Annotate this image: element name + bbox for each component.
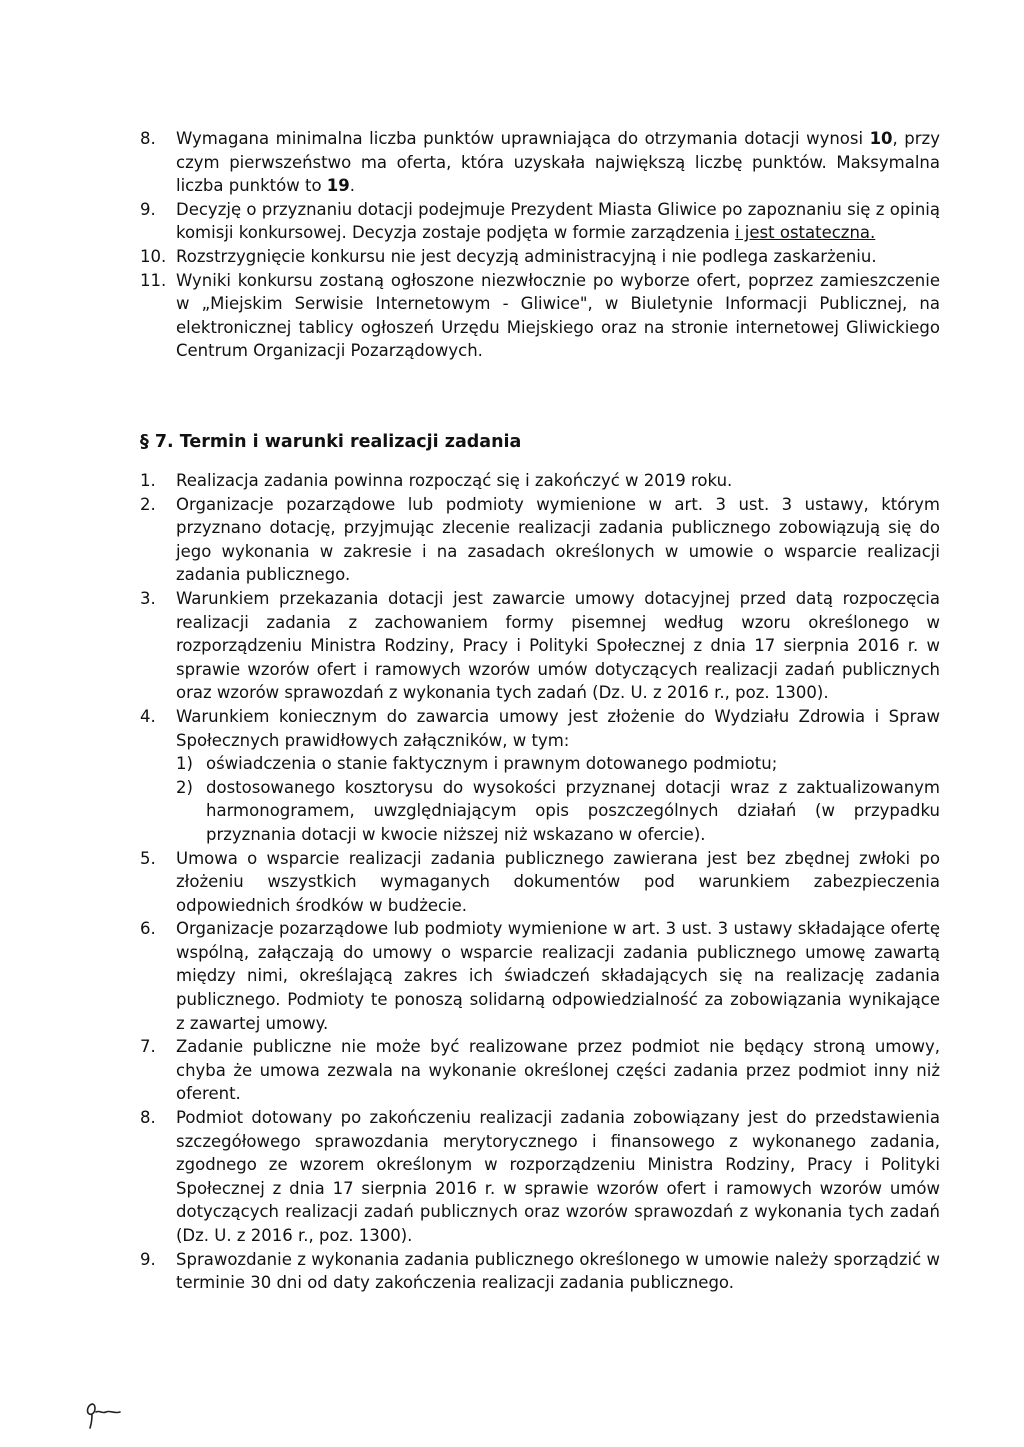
item-number: 5. <box>140 848 156 868</box>
list-item <box>140 1035 940 1106</box>
sub-item-number: 1) <box>176 754 193 774</box>
sub-item-text: oświadczenia o stanie faktycznym i prawnym dotowanego podmiotu; <box>206 754 778 774</box>
sub-list-item <box>140 776 940 847</box>
section-7-list <box>140 469 940 1295</box>
item-number: 7. <box>140 1037 156 1057</box>
item-number: 9. <box>140 199 156 219</box>
item-number: 4. <box>140 706 156 726</box>
item-text: Organizacje pozarządowe lub podmioty wymienione w art. 3 ust. 3 ustawy składające ofertę wspólną, załączają do umowy o wsparcie realizacji zadania publicznego umowę zawartą między nimi, określającą zakres ich świadczeń składających się na realizację zadania publicznego. Podmioty te ponoszą solidarną odpowiedzialność za zobowiązania wynikające z zawartej umowy. <box>176 919 940 1033</box>
list-item <box>140 847 940 918</box>
item-number: 1. <box>140 471 156 490</box>
list-item <box>140 1248 940 1295</box>
item-text: Decyzję o przyznaniu dotacji podejmuje Prezydent Miasta Gliwice po zapoznaniu się z opinią komisji konkursowej. Decyzja zostaje podjęta w formie zarządzenia i jest ostateczna. <box>176 199 940 243</box>
item-text: Sprawozdanie z wykonania zadania publicznego określonego w umowie należy sporządzić w terminie 30 dni od daty zakończenia realizacji zadania publicznego. <box>176 1249 940 1293</box>
list-item <box>140 1106 940 1248</box>
sub-item-text: dostosowanego kosztorysu do wysokości przyznanej dotacji wraz z zaktualizowanym harmonogramem, uwzględniającym opis poszczególnych działań (w przypadku przyznania dotacji w kwocie niższej niż wskazano w ofercie). <box>206 777 940 844</box>
sub-item-number: 2) <box>176 777 193 797</box>
list-item <box>140 705 940 752</box>
item-number: 8. <box>140 1108 156 1128</box>
sub-list-item <box>140 752 940 776</box>
item-number: 9. <box>140 1249 156 1269</box>
item-text: Organizacje pozarządowe lub podmioty wymienione w art. 3 ust. 3 ustawy, którym przyznano dotację, przyjmując zlecenie realizacji zadania publicznego zobowiązują się do jego wykonania w zakresie i na zasadach określonych w umowie o wsparcie realizacji zadania publicznego. <box>176 494 940 585</box>
section-6-list <box>140 127 940 363</box>
item-number: 10. <box>140 246 167 266</box>
item-text: Rozstrzygnięcie konkursu nie jest decyzją administracyjną i nie podlega zaskarżeniu. <box>176 246 877 266</box>
list-item <box>140 469 940 493</box>
item-text: Realizacja zadania powinna rozpocząć się i zakończyć w 2019 roku. <box>176 471 733 490</box>
list-item <box>140 493 940 587</box>
item-text: Wymagana minimalna liczba punktów uprawniająca do otrzymania dotacji wynosi 10, przy czym pierwszeństwo ma oferta, która uzyskała największą liczbę punktów. Maksymalna liczba punktów to 19. <box>176 129 940 196</box>
item-text: Wyniki konkursu zostaną ogłoszone niezwłocznie po wyborze ofert, poprzez zamieszczenie w „Miejskim Serwisie Internetowym - Gliwice", w Biuletynie Informacji Publicznej, na elektronicznej tablicy ogłoszeń Urzędu Miejskiego oraz na stronie internetowej Gliwickiego Centrum Organizacji Pozarządowych. <box>176 270 940 361</box>
list-item <box>140 917 940 1035</box>
list-item <box>140 198 940 245</box>
item-text: Warunkiem koniecznym do zawarcia umowy jest złożenie do Wydziału Zdrowia i Spraw Społecznych prawidłowych załączników, w tym: <box>176 706 940 750</box>
section-heading: § 7. Termin i warunki realizacji zadania <box>140 432 522 452</box>
item-number: 6. <box>140 919 156 939</box>
item-text: Umowa o wsparcie realizacji zadania publicznego zawierana jest bez zbędnej zwłoki po złożeniu wszystkich wymaganych dokumentów pod warunkiem zabezpieczenia odpowiednich środków w budżecie. <box>176 848 940 915</box>
item-number: 8. <box>140 129 156 148</box>
item-text: Warunkiem przekazania dotacji jest zawarcie umowy dotacyjnej przed datą rozpoczęcia realizacji zadania z zachowaniem formy pisemnej według wzoru określonego w rozporządzeniu Ministra Rodziny, Pracy i Polityki Społecznej z dnia 17 sierpnia 2016 r. w sprawie wzorów ofert i ramowych wzorów umów dotyczących realizacji zadań publicznych oraz wzorów sprawozdań z wykonania tych zadań (Dz. U. z 2016 r., poz. 1300). <box>176 588 940 703</box>
item-text: Podmiot dotowany po zakończeniu realizacji zadania zobowiązany jest do przedstawienia szczegółowego sprawozdania merytorycznego i finansowego z wykonanego zadania, zgodnego ze wzorem określonym w rozporządzeniu Ministra Rodziny, Pracy i Polityki Społecznej z dnia 17 sierpnia 2016 r. w sprawie wzorów ofert i ramowych wzorów umów dotyczących realizacji zadań publicznych oraz wzorów sprawozdań z wykonania tych zadań (Dz. U. z 2016 r., poz. 1300). <box>176 1108 940 1245</box>
list-item <box>140 269 940 363</box>
item-number: 2. <box>140 494 156 514</box>
item-text: Zadanie publiczne nie może być realizowane przez podmiot nie będący stroną umowy, chyba że umowa zezwala na wykonanie określonej części zadania przez podmiot inny niż oferent. <box>176 1037 940 1104</box>
item-number: 11. <box>140 270 167 290</box>
list-item <box>140 587 940 705</box>
item-number: 3. <box>140 588 156 608</box>
list-item <box>140 245 940 269</box>
list-item <box>140 127 940 198</box>
signature-initials <box>84 1400 124 1430</box>
